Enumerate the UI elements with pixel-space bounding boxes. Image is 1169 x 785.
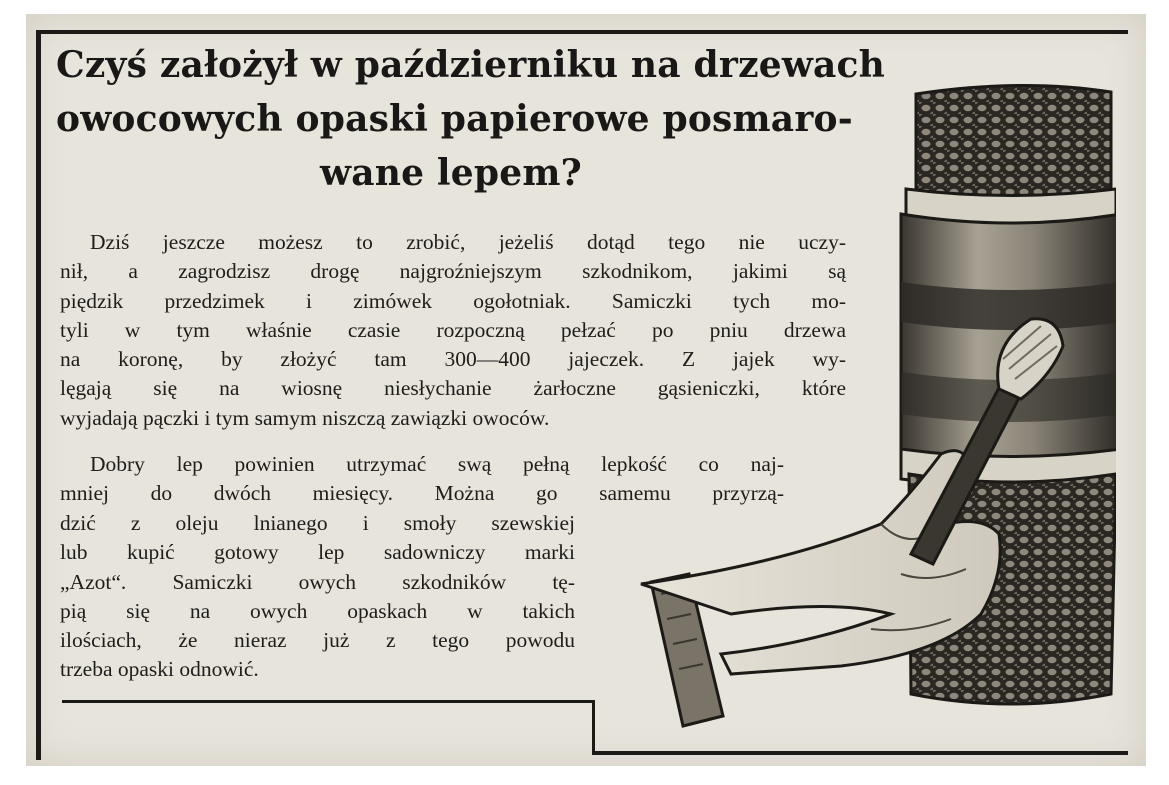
paragraph-line: mniej do dwóch miesięcy. Można go samemu przyrzą-	[60, 481, 784, 506]
paragraph-line: lub kupić gotowy lep sadowniczy marki	[60, 540, 575, 565]
frame-left-rule	[36, 30, 41, 760]
paragraph-line: lęgają się na wiosnę niesłychanie żarłoczne gąsieniczki, które	[60, 376, 846, 401]
headline-line-2: owocowych opaski papierowe posmaro-	[56, 98, 853, 140]
paragraph-line: nił, a zagrodzisz drogę najgroźniejszym szkodnikom, jakimi są	[60, 259, 846, 284]
paragraph-line: Dobry lep powinien utrzymać swą pełną lepkość co naj-	[90, 452, 784, 476]
paragraph-line: pią się na owych opaskach w takich	[60, 598, 575, 623]
paragraph-line: dzić z oleju lnianego i smoły szewskiej	[60, 511, 575, 535]
headline-line-1: Czyś założył w październiku na drzewach	[56, 44, 886, 86]
newspaper-clipping	[26, 14, 1146, 766]
frame-bottom-right-rule	[592, 751, 1128, 755]
paragraph-line: piędzik przedzimek i zimówek ogołotniak. Samiczki tych mo-	[60, 288, 846, 313]
paragraph-line: na koronę, by złożyć tam 300—400 jajeczek. Z jajek wy-	[60, 347, 846, 372]
paragraph-line: Dziś jeszcze możesz to zrobić, jeżeliś dotąd tego nie uczy-	[90, 230, 846, 254]
paragraph-line: trzeba opaski odnowić.	[60, 657, 259, 682]
paragraph-line: wyjadają pączki i tym samym niszczą zawiązki owoców.	[60, 405, 550, 430]
paragraph-line: ilościach, że nieraz już z tego powodu	[60, 628, 575, 653]
frame-top-rule	[36, 30, 1128, 34]
headline-line-3: wane lepem?	[320, 152, 582, 194]
paragraph-line: tyli w tym właśnie czasie rozpoczną pełzać po pniu drzewa	[60, 317, 846, 342]
frame-step-rule	[592, 700, 595, 754]
tree-band-illustration	[611, 54, 1116, 734]
paragraph-line: „Azot“. Samiczki owych szkodników tę-	[60, 569, 575, 594]
frame-bottom-rule	[62, 700, 592, 703]
paragraph-2-bottom	[60, 509, 575, 685]
